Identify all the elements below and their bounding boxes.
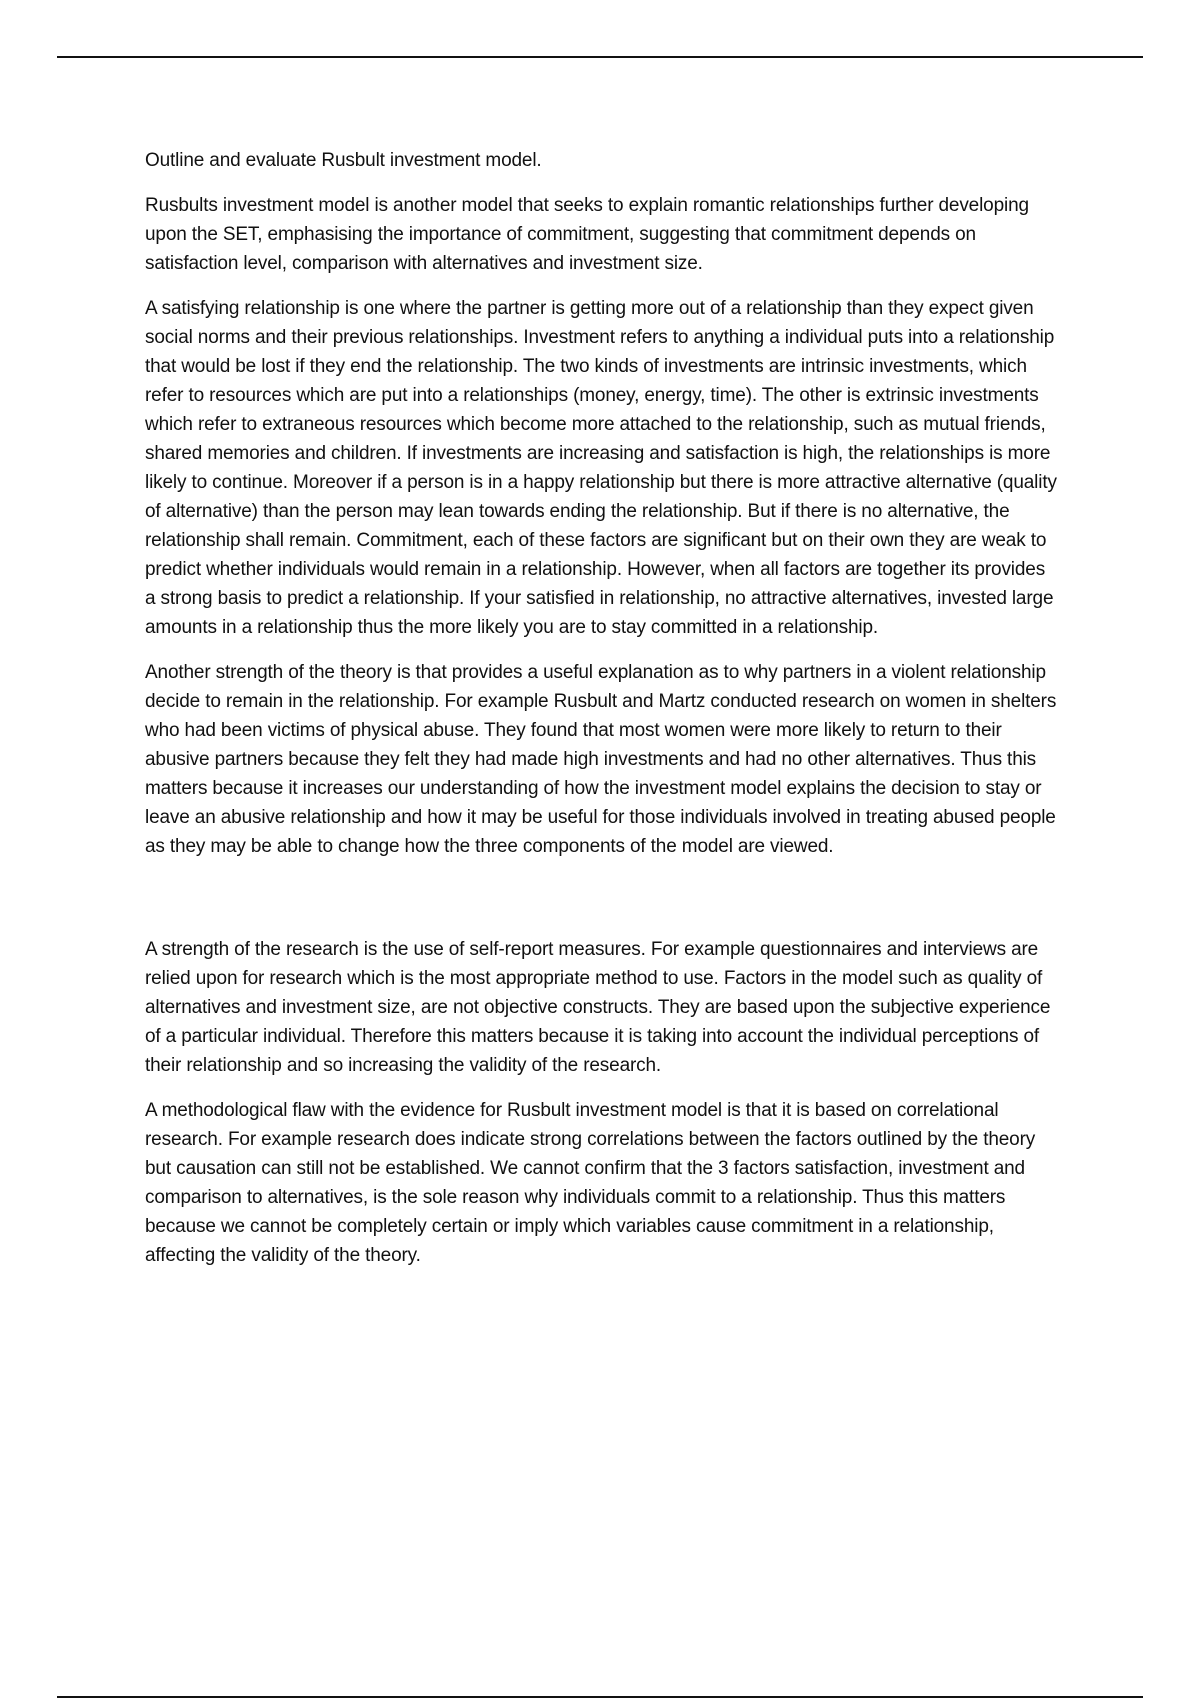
paragraph-intro: Rusbults investment model is another model that seeks to explain romantic relationships further developing upon the SET, emphasising the importance of commitment, suggesting that commitment depends on satisfaction level, comparison with alternatives and investment size.	[145, 195, 1029, 274]
paragraph-strength-self-report: A strength of the research is the use of self-report measures. For example questionnaires and interviews are relied upon for research which is the most appropriate method to use. Factors in the model such as quality of alternatives and investment size, are not objective constructs. They are based upon the subjective experience of a particular individual. Therefore this matters because it is taking into account the individual perceptions of their relationship and so increasing the validity of the research.	[145, 939, 1051, 1076]
document-body	[145, 146, 1060, 1286]
paragraph-methodological-flaw: A methodological flaw with the evidence for Rusbult investment model is that it is based on correlational research. For example research does indicate strong correlations between the factors outlined by the theory but causation can still not be established. We cannot confirm that the 3 factors satisfaction, investment and comparison to alternatives, is the sole reason why individuals commit to a relationship. Thus this matters because we cannot be completely certain or imply which variables cause commitment in a relationship, affecting the validity of the theory.	[145, 1100, 1036, 1266]
paragraph-outline: A satisfying relationship is one where the partner is getting more out of a relationship than they expect given social norms and their previous relationships. Investment refers to anything a individual puts into a relationship that would be lost if they end the relationship. The two kinds of investments are intrinsic investments, which refer to resources which are put into a relationships (money, energy, time). The other is extrinsic investments which refer to extraneous resources which become more attached to the relationship, such as mutual friends, shared memories and children. If investments are increasing and satisfaction is high, the relationships is more likely to continue. Moreover if a person is in a happy relationship but there is more attractive alternative (quality of alternative) than the person may lean towards ending the relationship. But if there is no alternative, the relationship shall remain. Commitment, each of these factors are significant but on their own they are weak to predict whether individuals would remain in a relationship. However, when all factors are together its provides a strong basis to predict a relationship. If your satisfied in relationship, no attractive alternatives, invested large amounts in a relationship thus the more likely you are to stay committed in a relationship.	[145, 298, 1057, 638]
footer-rule	[57, 1696, 1143, 1698]
paragraph-strength-violent-relationships: Another strength of the theory is that provides a useful explanation as to why partners in a violent relationship decide to remain in the relationship. For example Rusbult and Martz conducted research on women in shelters who had been victims of physical abuse. They found that most women were more likely to return to their abusive partners because they felt they had made high investments and had no other alternatives. Thus this matters because it increases our understanding of how the investment model explains the decision to stay or leave an abusive relationship and how it may be useful for those individuals involved in treating abused people as they may be able to change how the three components of the model are viewed.	[145, 662, 1057, 857]
header-rule	[57, 56, 1143, 58]
document-heading: Outline and evaluate Rusbult investment model.	[145, 150, 542, 171]
